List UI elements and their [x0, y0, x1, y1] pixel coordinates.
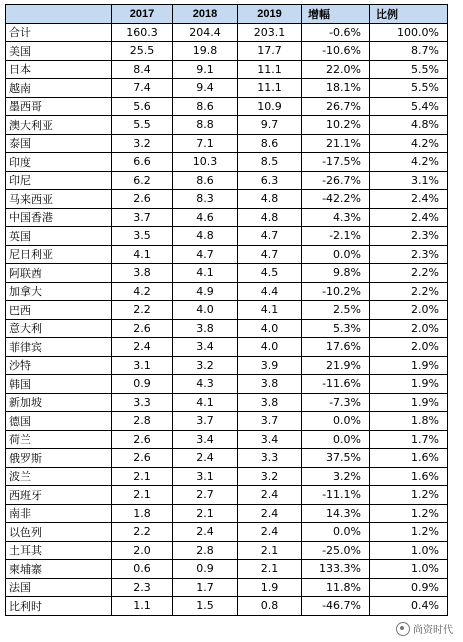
share-cell: 2.0%: [370, 338, 448, 357]
share-cell: 1.8%: [370, 412, 448, 431]
table-row: [6, 282, 448, 301]
table-row: [6, 190, 448, 209]
value-2018-cell: 3.1: [173, 467, 238, 486]
value-2019-cell: 203.1: [238, 23, 302, 42]
growth-cell: 4.3%: [302, 208, 370, 227]
value-2019-cell: 3.9: [238, 356, 302, 375]
table-row: [6, 208, 448, 227]
growth-cell: 2.5%: [302, 301, 370, 320]
share-cell: 5.5%: [370, 60, 448, 79]
share-cell: 1.7%: [370, 430, 448, 449]
country-cell: 巴西: [6, 301, 112, 320]
header-country: [6, 5, 112, 24]
share-cell: 2.3%: [370, 245, 448, 264]
value-2018-cell: 8.3: [173, 190, 238, 209]
share-cell: 2.3%: [370, 227, 448, 246]
growth-cell: -11.6%: [302, 375, 370, 394]
country-cell: 中国香港: [6, 208, 112, 227]
value-2017-cell: 2.2: [112, 523, 173, 542]
country-cell: 阿联酋: [6, 264, 112, 283]
value-2017-cell: 5.6: [112, 97, 173, 116]
value-2019-cell: 0.8: [238, 597, 302, 616]
value-2018-cell: 4.3: [173, 375, 238, 394]
value-2017-cell: 0.9: [112, 375, 173, 394]
growth-cell: 0.0%: [302, 412, 370, 431]
table-row: [6, 60, 448, 79]
country-cell: 法国: [6, 578, 112, 597]
table-row: [6, 116, 448, 135]
table-header-row: [6, 5, 448, 24]
value-2018-cell: 204.4: [173, 23, 238, 42]
value-2017-cell: 7.4: [112, 79, 173, 98]
value-2019-cell: 4.7: [238, 227, 302, 246]
table-row: [6, 338, 448, 357]
value-2019-cell: 3.3: [238, 449, 302, 468]
value-2019-cell: 17.7: [238, 42, 302, 61]
country-cell: 美国: [6, 42, 112, 61]
growth-cell: 22.0%: [302, 60, 370, 79]
value-2018-cell: 4.0: [173, 301, 238, 320]
table-row: [6, 412, 448, 431]
header-share: 比例: [370, 5, 448, 24]
share-cell: 0.9%: [370, 578, 448, 597]
value-2018-cell: 8.6: [173, 97, 238, 116]
country-cell: 西班牙: [6, 486, 112, 505]
country-cell: 越南: [6, 79, 112, 98]
value-2017-cell: 0.6: [112, 560, 173, 579]
value-2018-cell: 9.4: [173, 79, 238, 98]
table-row: [6, 467, 448, 486]
country-cell: 尼日利亚: [6, 245, 112, 264]
country-cell: 马来西亚: [6, 190, 112, 209]
wechat-logo-icon: [396, 622, 410, 636]
value-2018-cell: 3.4: [173, 430, 238, 449]
value-2018-cell: 19.8: [173, 42, 238, 61]
value-2019-cell: 11.1: [238, 79, 302, 98]
value-2018-cell: 4.6: [173, 208, 238, 227]
table-row: [6, 504, 448, 523]
value-2017-cell: 4.1: [112, 245, 173, 264]
value-2018-cell: 2.7: [173, 486, 238, 505]
growth-cell: -17.5%: [302, 153, 370, 172]
value-2018-cell: 3.8: [173, 319, 238, 338]
share-cell: 2.0%: [370, 301, 448, 320]
growth-cell: -2.1%: [302, 227, 370, 246]
growth-cell: -26.7%: [302, 171, 370, 190]
value-2018-cell: 2.4: [173, 449, 238, 468]
value-2018-cell: 10.3: [173, 153, 238, 172]
share-cell: 5.4%: [370, 97, 448, 116]
growth-cell: 133.3%: [302, 560, 370, 579]
country-cell: 合计: [6, 23, 112, 42]
country-cell: 意大利: [6, 319, 112, 338]
value-2019-cell: 2.1: [238, 560, 302, 579]
table-row: [6, 523, 448, 542]
value-2019-cell: 3.7: [238, 412, 302, 431]
value-2017-cell: 3.8: [112, 264, 173, 283]
growth-cell: 10.2%: [302, 116, 370, 135]
value-2019-cell: 4.8: [238, 190, 302, 209]
country-cell: 印度: [6, 153, 112, 172]
value-2019-cell: 1.9: [238, 578, 302, 597]
share-cell: 1.6%: [370, 449, 448, 468]
country-cell: 泰国: [6, 134, 112, 153]
value-2018-cell: 2.8: [173, 541, 238, 560]
value-2017-cell: 3.1: [112, 356, 173, 375]
value-2019-cell: 2.1: [238, 541, 302, 560]
table-row: [6, 486, 448, 505]
value-2019-cell: 10.9: [238, 97, 302, 116]
value-2018-cell: 2.4: [173, 523, 238, 542]
growth-cell: -10.6%: [302, 42, 370, 61]
value-2017-cell: 1.8: [112, 504, 173, 523]
country-cell: 韩国: [6, 375, 112, 394]
growth-cell: 5.3%: [302, 319, 370, 338]
share-cell: 1.2%: [370, 523, 448, 542]
table-row: [6, 449, 448, 468]
value-2019-cell: 3.2: [238, 467, 302, 486]
value-2018-cell: 4.7: [173, 245, 238, 264]
table-row: [6, 42, 448, 61]
value-2018-cell: 9.1: [173, 60, 238, 79]
value-2017-cell: 2.8: [112, 412, 173, 431]
share-cell: 2.4%: [370, 208, 448, 227]
share-cell: 1.2%: [370, 486, 448, 505]
table-row: [6, 430, 448, 449]
total-row: [6, 23, 448, 42]
value-2018-cell: 8.8: [173, 116, 238, 135]
value-2019-cell: 8.6: [238, 134, 302, 153]
value-2017-cell: 2.6: [112, 319, 173, 338]
value-2018-cell: 1.7: [173, 578, 238, 597]
header-2018: 2018: [173, 5, 238, 24]
share-cell: 1.2%: [370, 504, 448, 523]
table-row: [6, 227, 448, 246]
value-2019-cell: 2.4: [238, 486, 302, 505]
value-2019-cell: 3.4: [238, 430, 302, 449]
table-row: [6, 393, 448, 412]
value-2018-cell: 1.5: [173, 597, 238, 616]
country-cell: 以色列: [6, 523, 112, 542]
value-2019-cell: 4.0: [238, 319, 302, 338]
value-2019-cell: 9.7: [238, 116, 302, 135]
growth-cell: 21.9%: [302, 356, 370, 375]
share-cell: 2.2%: [370, 264, 448, 283]
share-cell: 100.0%: [370, 23, 448, 42]
share-cell: 1.0%: [370, 541, 448, 560]
share-cell: 1.9%: [370, 356, 448, 375]
share-cell: 4.2%: [370, 153, 448, 172]
value-2019-cell: 4.0: [238, 338, 302, 357]
value-2019-cell: 3.8: [238, 393, 302, 412]
growth-cell: -42.2%: [302, 190, 370, 209]
share-cell: 2.2%: [370, 282, 448, 301]
value-2019-cell: 2.4: [238, 504, 302, 523]
value-2018-cell: 3.4: [173, 338, 238, 357]
growth-cell: -11.1%: [302, 486, 370, 505]
value-2017-cell: 2.4: [112, 338, 173, 357]
country-cell: 俄罗斯: [6, 449, 112, 468]
table-row: [6, 134, 448, 153]
value-2019-cell: 6.3: [238, 171, 302, 190]
share-cell: 3.1%: [370, 171, 448, 190]
value-2017-cell: 3.5: [112, 227, 173, 246]
value-2017-cell: 2.6: [112, 449, 173, 468]
value-2019-cell: 4.1: [238, 301, 302, 320]
value-2018-cell: 8.6: [173, 171, 238, 190]
growth-cell: -46.7%: [302, 597, 370, 616]
country-cell: 荷兰: [6, 430, 112, 449]
country-cell: 日本: [6, 60, 112, 79]
growth-cell: -25.0%: [302, 541, 370, 560]
value-2017-cell: 6.2: [112, 171, 173, 190]
country-cell: 加拿大: [6, 282, 112, 301]
value-2017-cell: 2.2: [112, 301, 173, 320]
table-row: [6, 597, 448, 616]
country-cell: 德国: [6, 412, 112, 431]
header-growth: 增幅: [302, 5, 370, 24]
growth-cell: 18.1%: [302, 79, 370, 98]
value-2018-cell: 4.8: [173, 227, 238, 246]
country-cell: 英国: [6, 227, 112, 246]
table-row: [6, 356, 448, 375]
share-cell: 2.4%: [370, 190, 448, 209]
table-row: [6, 375, 448, 394]
country-cell: 印尼: [6, 171, 112, 190]
country-cell: 比利时: [6, 597, 112, 616]
growth-cell: 9.8%: [302, 264, 370, 283]
table-row: [6, 264, 448, 283]
value-2017-cell: 3.2: [112, 134, 173, 153]
value-2019-cell: 11.1: [238, 60, 302, 79]
growth-cell: 37.5%: [302, 449, 370, 468]
value-2017-cell: 2.0: [112, 541, 173, 560]
growth-cell: -0.6%: [302, 23, 370, 42]
growth-cell: 0.0%: [302, 245, 370, 264]
value-2019-cell: 4.4: [238, 282, 302, 301]
share-cell: 1.9%: [370, 375, 448, 394]
value-2018-cell: 0.9: [173, 560, 238, 579]
growth-cell: 17.6%: [302, 338, 370, 357]
value-2019-cell: 2.4: [238, 523, 302, 542]
growth-cell: 11.8%: [302, 578, 370, 597]
share-cell: 4.2%: [370, 134, 448, 153]
value-2018-cell: 3.2: [173, 356, 238, 375]
growth-cell: 26.7%: [302, 97, 370, 116]
value-2017-cell: 3.3: [112, 393, 173, 412]
table-row: [6, 578, 448, 597]
value-2019-cell: 4.7: [238, 245, 302, 264]
value-2017-cell: 1.1: [112, 597, 173, 616]
share-cell: 1.0%: [370, 560, 448, 579]
growth-cell: 14.3%: [302, 504, 370, 523]
country-cell: 新加坡: [6, 393, 112, 412]
value-2017-cell: 25.5: [112, 42, 173, 61]
value-2017-cell: 3.7: [112, 208, 173, 227]
table-row: [6, 97, 448, 116]
share-cell: 5.5%: [370, 79, 448, 98]
value-2017-cell: 6.6: [112, 153, 173, 172]
value-2017-cell: 5.5: [112, 116, 173, 135]
share-cell: 4.8%: [370, 116, 448, 135]
growth-cell: 21.1%: [302, 134, 370, 153]
value-2018-cell: 4.9: [173, 282, 238, 301]
table-row: [6, 541, 448, 560]
value-2018-cell: 7.1: [173, 134, 238, 153]
value-2017-cell: 2.6: [112, 190, 173, 209]
value-2019-cell: 3.8: [238, 375, 302, 394]
table-row: [6, 79, 448, 98]
table-row: [6, 319, 448, 338]
value-2018-cell: 2.1: [173, 504, 238, 523]
country-cell: 澳大利亚: [6, 116, 112, 135]
share-cell: 2.0%: [370, 319, 448, 338]
table-row: [6, 245, 448, 264]
share-cell: 0.4%: [370, 597, 448, 616]
country-cell: 南非: [6, 504, 112, 523]
growth-cell: 0.0%: [302, 523, 370, 542]
table-row: [6, 171, 448, 190]
value-2019-cell: 8.5: [238, 153, 302, 172]
table-row: [6, 560, 448, 579]
country-cell: 墨西哥: [6, 97, 112, 116]
country-cell: 波兰: [6, 467, 112, 486]
share-cell: 1.9%: [370, 393, 448, 412]
value-2018-cell: 4.1: [173, 393, 238, 412]
value-2017-cell: 2.3: [112, 578, 173, 597]
value-2017-cell: 4.2: [112, 282, 173, 301]
value-2017-cell: 2.1: [112, 467, 173, 486]
country-cell: 沙特: [6, 356, 112, 375]
country-cell: 柬埔寨: [6, 560, 112, 579]
header-2019: 2019: [238, 5, 302, 24]
growth-cell: -10.2%: [302, 282, 370, 301]
country-cell: 菲律宾: [6, 338, 112, 357]
value-2019-cell: 4.8: [238, 208, 302, 227]
country-cell: 土耳其: [6, 541, 112, 560]
value-2017-cell: 2.6: [112, 430, 173, 449]
watermark: [396, 621, 453, 636]
table-row: [6, 301, 448, 320]
table-row: [6, 153, 448, 172]
value-2017-cell: 8.4: [112, 60, 173, 79]
value-2017-cell: 2.1: [112, 486, 173, 505]
share-cell: 8.7%: [370, 42, 448, 61]
growth-cell: 0.0%: [302, 430, 370, 449]
header-2017: 2017: [112, 5, 173, 24]
growth-cell: 3.2%: [302, 467, 370, 486]
data-table-container: [5, 4, 448, 616]
value-2019-cell: 4.5: [238, 264, 302, 283]
watermark-text: 尚资时代: [413, 625, 453, 636]
export-data-table: [5, 4, 448, 616]
share-cell: 1.6%: [370, 467, 448, 486]
value-2018-cell: 4.1: [173, 264, 238, 283]
value-2017-cell: 160.3: [112, 23, 173, 42]
value-2018-cell: 3.7: [173, 412, 238, 431]
growth-cell: -7.3%: [302, 393, 370, 412]
